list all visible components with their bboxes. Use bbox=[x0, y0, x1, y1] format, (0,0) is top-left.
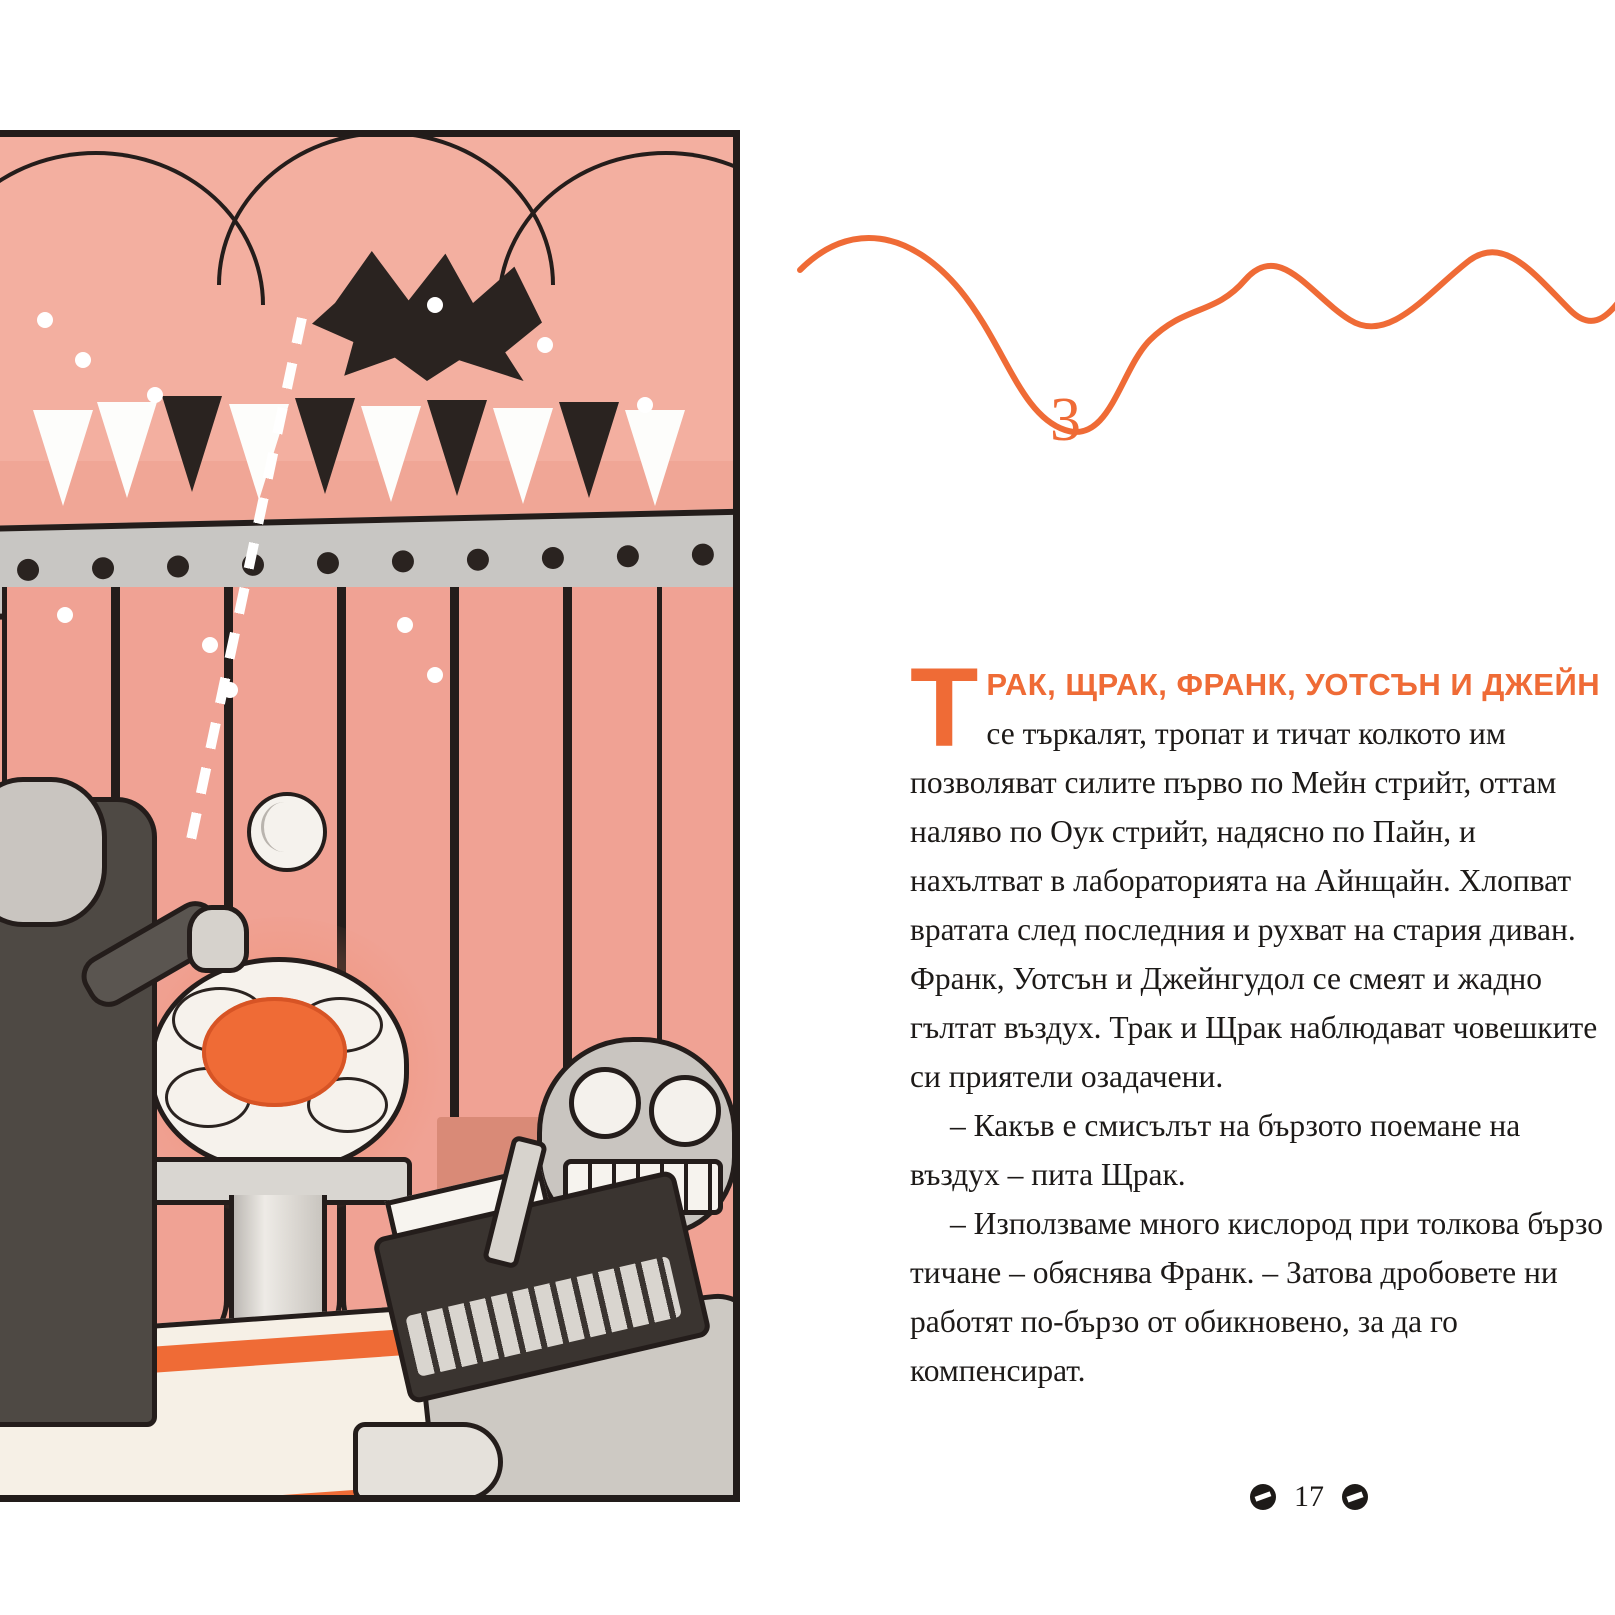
drop-cap: Т bbox=[910, 645, 979, 770]
leaf-ornament-icon bbox=[1250, 1484, 1276, 1510]
light-dot-icon bbox=[427, 297, 443, 313]
page-footer bbox=[1250, 1480, 1368, 1514]
rivet-icon bbox=[692, 543, 714, 565]
scientist-head bbox=[0, 777, 107, 927]
paragraph-3: – Използваме много кислород при толкова бързо тичане – обяснява Франк. – Затова дробовете ни работят по-бързо от обикновено, за да го компенсират. bbox=[910, 1206, 1603, 1388]
rivet-icon bbox=[17, 559, 39, 581]
paragraph-1-text: се търкалят, тропат и тичат колкото им позволяват силите първо по Мейн стрийт, оттам наляво по Оук стрийт, надясно по Пайн, и нахълтват в лабораторията на Айнщайн. Хлопват вратата след последния и рухват на стария диван. Франк, Уотсън и Джейнгудол се смеят и жадно гълтат въздух. Трак и Щрак наблюдават човешките си приятели озадачени. bbox=[910, 716, 1598, 1094]
page-number: 17 bbox=[1294, 1480, 1324, 1513]
light-dot-icon bbox=[537, 337, 553, 353]
right-page bbox=[760, 0, 1615, 1615]
robot-eye bbox=[569, 1067, 641, 1139]
rivet-icon bbox=[467, 548, 489, 570]
chapter-number: 3 bbox=[1050, 386, 1081, 454]
decorative-squiggle bbox=[790, 200, 1615, 470]
pennant-flag bbox=[493, 408, 553, 504]
canopy-swag bbox=[497, 151, 740, 305]
brain-core bbox=[202, 997, 347, 1107]
baseball-icon bbox=[247, 792, 327, 872]
light-dot-icon bbox=[397, 617, 413, 633]
body-text bbox=[910, 645, 1610, 1395]
pennant-flag bbox=[625, 410, 685, 506]
light-dot-icon bbox=[57, 607, 73, 623]
light-dot-icon bbox=[147, 387, 163, 403]
paragraph-2: – Какъв е смисълът на бързото поемане на въздух – пита Щрак. bbox=[910, 1108, 1521, 1192]
rivet-icon bbox=[317, 552, 339, 574]
rivet-icon bbox=[617, 545, 639, 567]
pennant-flag bbox=[361, 406, 421, 502]
pennant-flag bbox=[97, 402, 157, 498]
rivet-icon bbox=[92, 557, 114, 579]
leaf-ornament-icon bbox=[1342, 1484, 1368, 1510]
lead-caps: РАК, ЩРАК, ФРАНК, УОТСЪН И ДЖЕЙН bbox=[986, 667, 1601, 702]
pennant-flag bbox=[295, 398, 355, 494]
scientist-hand bbox=[187, 905, 249, 973]
robot-eye bbox=[649, 1075, 721, 1147]
pennant-flag bbox=[559, 402, 619, 498]
rivet-icon bbox=[542, 547, 564, 569]
robot-foot bbox=[353, 1422, 503, 1502]
pennant-flag bbox=[162, 396, 222, 492]
light-dot-icon bbox=[427, 667, 443, 683]
rivet-icon bbox=[392, 550, 414, 572]
light-dot-icon bbox=[75, 352, 91, 368]
pennant-flag bbox=[33, 410, 93, 506]
light-dot-icon bbox=[637, 397, 653, 413]
paragraph-1 bbox=[910, 645, 1610, 1101]
light-dot-icon bbox=[202, 637, 218, 653]
illustration-frame bbox=[0, 130, 740, 1502]
pennant-flag bbox=[427, 400, 487, 496]
rivet-icon bbox=[167, 555, 189, 577]
light-dot-icon bbox=[37, 312, 53, 328]
illustration bbox=[0, 130, 740, 1502]
